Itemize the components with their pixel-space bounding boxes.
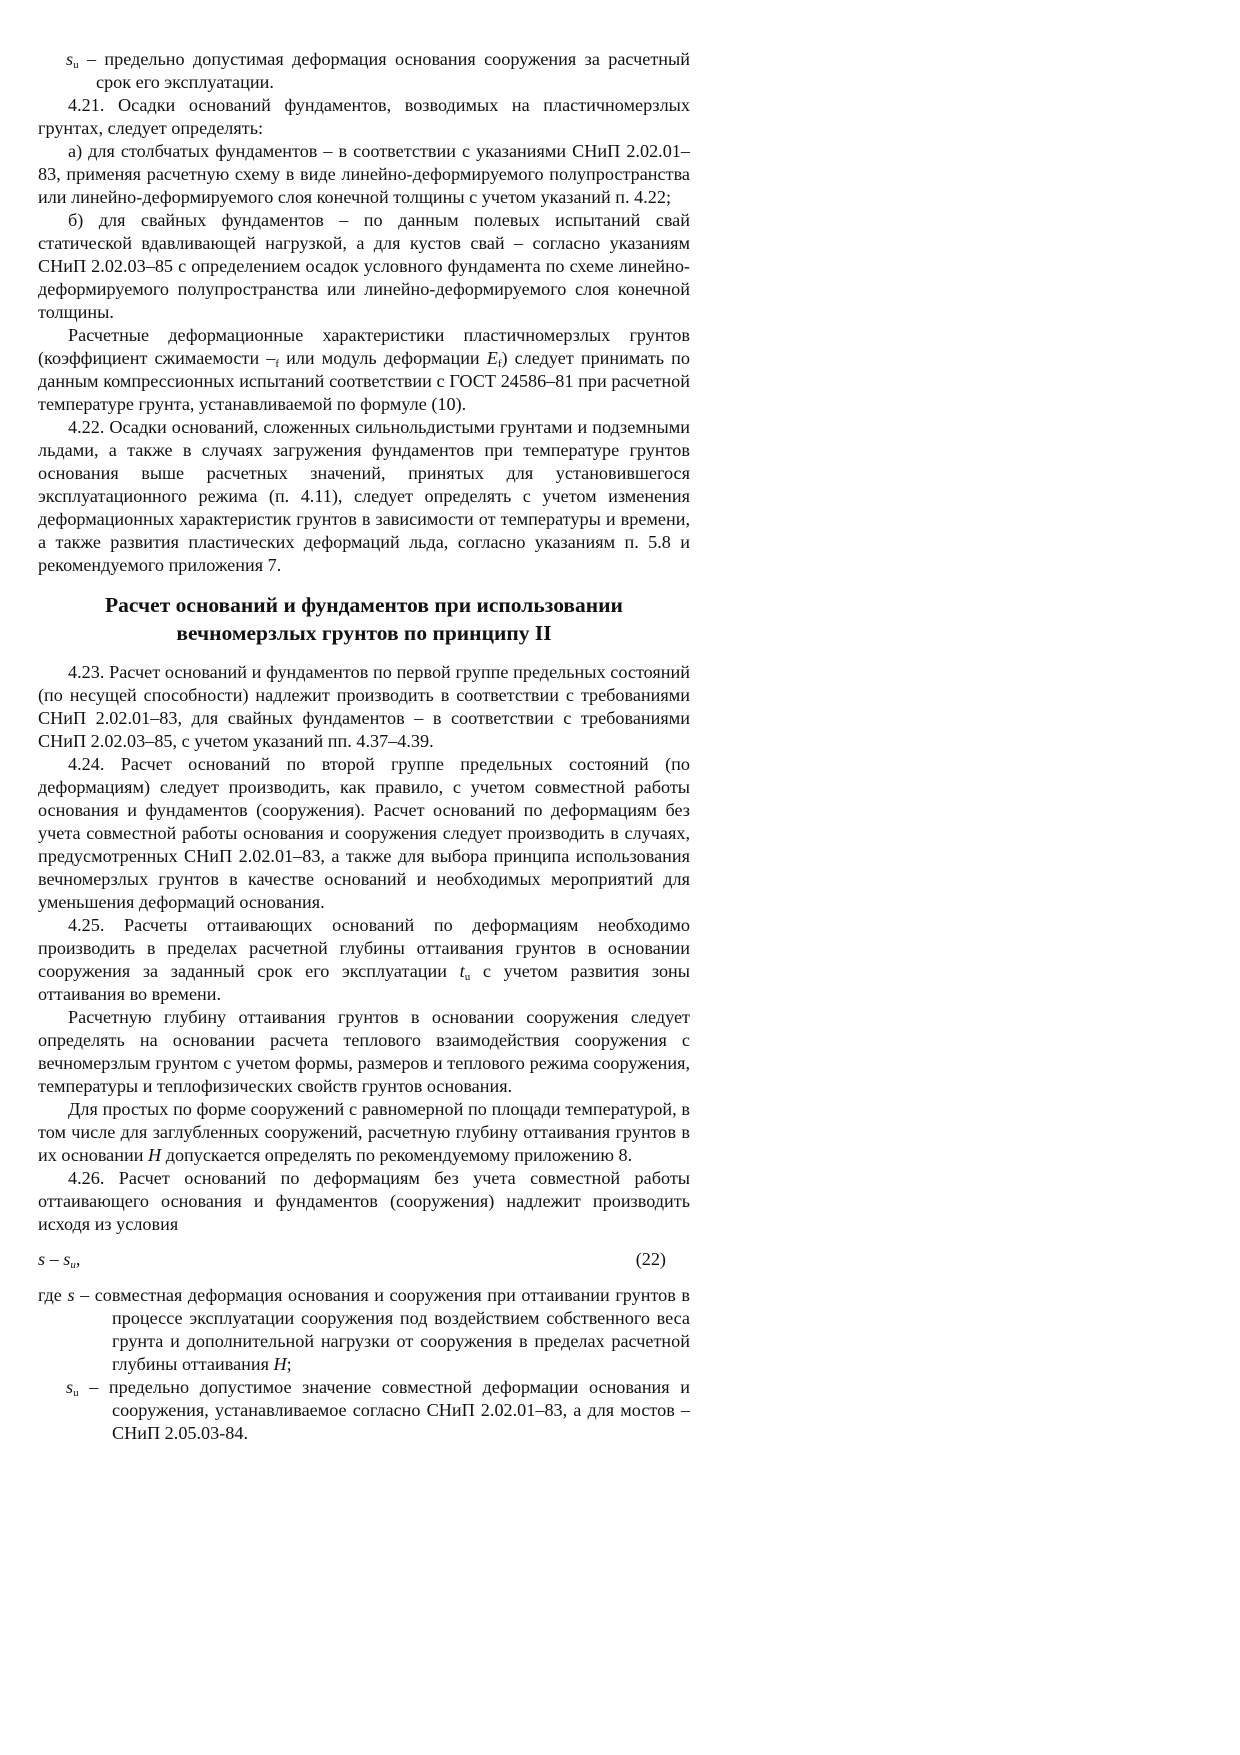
symbol-t: t bbox=[459, 961, 465, 981]
text-span: или модуль деформации bbox=[279, 348, 487, 368]
text-span: допускается определять по рекомендуемому приложению 8. bbox=[161, 1145, 633, 1165]
definition-su bbox=[38, 48, 690, 94]
where-su bbox=[38, 1376, 690, 1445]
text-span: совместная деформация основания и сооружения при оттаивании грунтов в процессе эксплуатации сооружения под воздействием собственного веса грунта и дополнительной нагрузки от сооружения в пределах расчетной глубины оттаивания bbox=[94, 1285, 690, 1374]
formula-lhs: s bbox=[38, 1249, 46, 1269]
paragraph-simple-structures bbox=[38, 1098, 690, 1167]
where-dash: – bbox=[74, 1285, 95, 1305]
text-span: 4.25. Расчеты оттаивающих оснований по деформациям необходимо производить в пределах расчетной глубины оттаивания грунтов в основании сооружения за заданный срок его эксплуатации bbox=[38, 915, 690, 981]
formula-expression bbox=[38, 1248, 80, 1271]
document-page bbox=[38, 48, 690, 1445]
paragraph-4-26: 4.26. Расчет оснований по деформациям без учета совместной работы оттаивающего основания и фундаментов (сооружения) надлежит производить исходя из условия bbox=[38, 1168, 690, 1234]
paragraph-4-23: 4.23. Расчет оснований и фундаментов по первой группе предельных состояний (по несущей способности) надлежит производить в соответствии с требованиями СНиП 2.02.01–83, для свайных фундаментов – в соответствии с требованиями СНиП 2.02.03–85, с учетом указаний пп. 4.37–4.39. bbox=[38, 662, 690, 751]
symbol-h: H bbox=[148, 1145, 162, 1165]
symbol-h: H bbox=[273, 1354, 287, 1374]
symbol-s: s bbox=[66, 49, 74, 69]
symbol-s: s bbox=[67, 1285, 75, 1305]
text-span: Расчетные деформационные характеристики пластичномерзлых грунтов (коэффициент сжимаемости bbox=[38, 325, 690, 368]
definition-text: – предельно допустимая деформация основания сооружения за расчетный срок его эксплуатации. bbox=[78, 49, 690, 92]
paragraph-characteristics bbox=[38, 324, 690, 416]
symbol-e: E bbox=[486, 348, 498, 368]
formula-rhs: s bbox=[63, 1249, 71, 1269]
formula-tail: , bbox=[75, 1249, 81, 1269]
text-span: ; bbox=[286, 1354, 292, 1374]
where-lead: где bbox=[38, 1285, 68, 1305]
text-span: с учетом развития зоны оттаивания во времени. bbox=[38, 961, 690, 1004]
paragraph-4-22: 4.22. Осадки оснований, сложенных сильнольдистыми грунтами и подземными льдами, а также в случаях загружения фундаментов при температуре грунтов основания выше расчетных значений, принятых для установившегося эксплуатационного режима (п. 4.11), следует определять с учетом изменения деформационных характеристик грунтов в зависимости от температуры и времени, а также развития пластических деформаций льда, согласно указаниям п. 5.8 и рекомендуемого приложения 7. bbox=[38, 417, 690, 575]
symbol-m: – bbox=[266, 348, 276, 368]
section-heading: Расчет оснований и фундаментов при использовании вечномерзлых грунтов по принципу II bbox=[105, 593, 623, 645]
formula-operator: – bbox=[45, 1249, 64, 1269]
subscript-f: f bbox=[275, 358, 280, 370]
paragraph-4-24: 4.24. Расчет оснований по второй группе предельных состояний (по деформациям) следует производить, как правило, с учетом совместной работы основания и фундаментов (сооружения). Расчет оснований по деформациям без учета совместной работы основания и сооружения следует производить в случаях, предусмотренных СНиП 2.02.01–83, а также для выбора принципа использования вечномерзлых грунтов в качестве оснований и необходимых мероприятий для уменьшения деформаций основания. bbox=[38, 754, 690, 912]
paragraph-thaw-depth: Расчетную глубину оттаивания грунтов в основании сооружения следует определять на основании расчета теплового взаимодействия сооружения с вечномерзлым грунтом с учетом формы, размеров и теплового режима сооружения, температуры и теплофизических свойств грунтов основания. bbox=[38, 1007, 690, 1096]
formula-subscript: u bbox=[70, 1259, 76, 1271]
subscript-f: f bbox=[497, 358, 502, 370]
symbol-s: s bbox=[66, 1377, 74, 1397]
subscript-u: u bbox=[73, 59, 79, 71]
text-span: Для простых по форме сооружений с равномерной по площади температурой, в том числе для заглубленных сооружений, расчетную глубину оттаивания грунтов в их основании bbox=[38, 1099, 690, 1165]
paragraph-4-21-b: б) для свайных фундаментов – по данным полевых испытаний свай статической вдавливающей нагрузкой, а для кустов свай – согласно указаниям СНиП 2.02.03–85 с определением осадок условного фундамента по схеме линейно-деформируемого полупространства или линейно-деформируемого слоя конечной толщины. bbox=[38, 210, 690, 322]
formula-number: (22) bbox=[635, 1249, 666, 1269]
subscript-u: u bbox=[464, 971, 471, 983]
subscript-u: u bbox=[73, 1387, 79, 1399]
paragraph-4-21: 4.21. Осадки оснований фундаментов, возводимых на пластичномерзлых грунтах, следует определять: bbox=[38, 95, 690, 138]
text-span: – предельно допустимое значение совместной деформации основания и сооружения, устанавливаемое согласно СНиП 2.02.01–83, а для мостов – СНиП 2.05.03-84. bbox=[78, 1377, 690, 1443]
where-s bbox=[38, 1284, 690, 1376]
paragraph-4-21-a: а) для столбчатых фундаментов – в соответствии с указаниями СНиП 2.02.01–83, применяя расчетную схему в виде линейно-деформируемого полупространства или линейно-деформируемого слоя конечной толщины с учетом указаний п. 4.22; bbox=[38, 141, 690, 207]
text-span: ) следует принимать по данным компрессионных испытаний соответствии с ГОСТ 24586–81 при расчетной температуре грунта, устанавливаемой по формуле (10). bbox=[38, 348, 690, 414]
formula-22 bbox=[38, 1248, 690, 1274]
paragraph-4-25 bbox=[38, 914, 690, 1006]
